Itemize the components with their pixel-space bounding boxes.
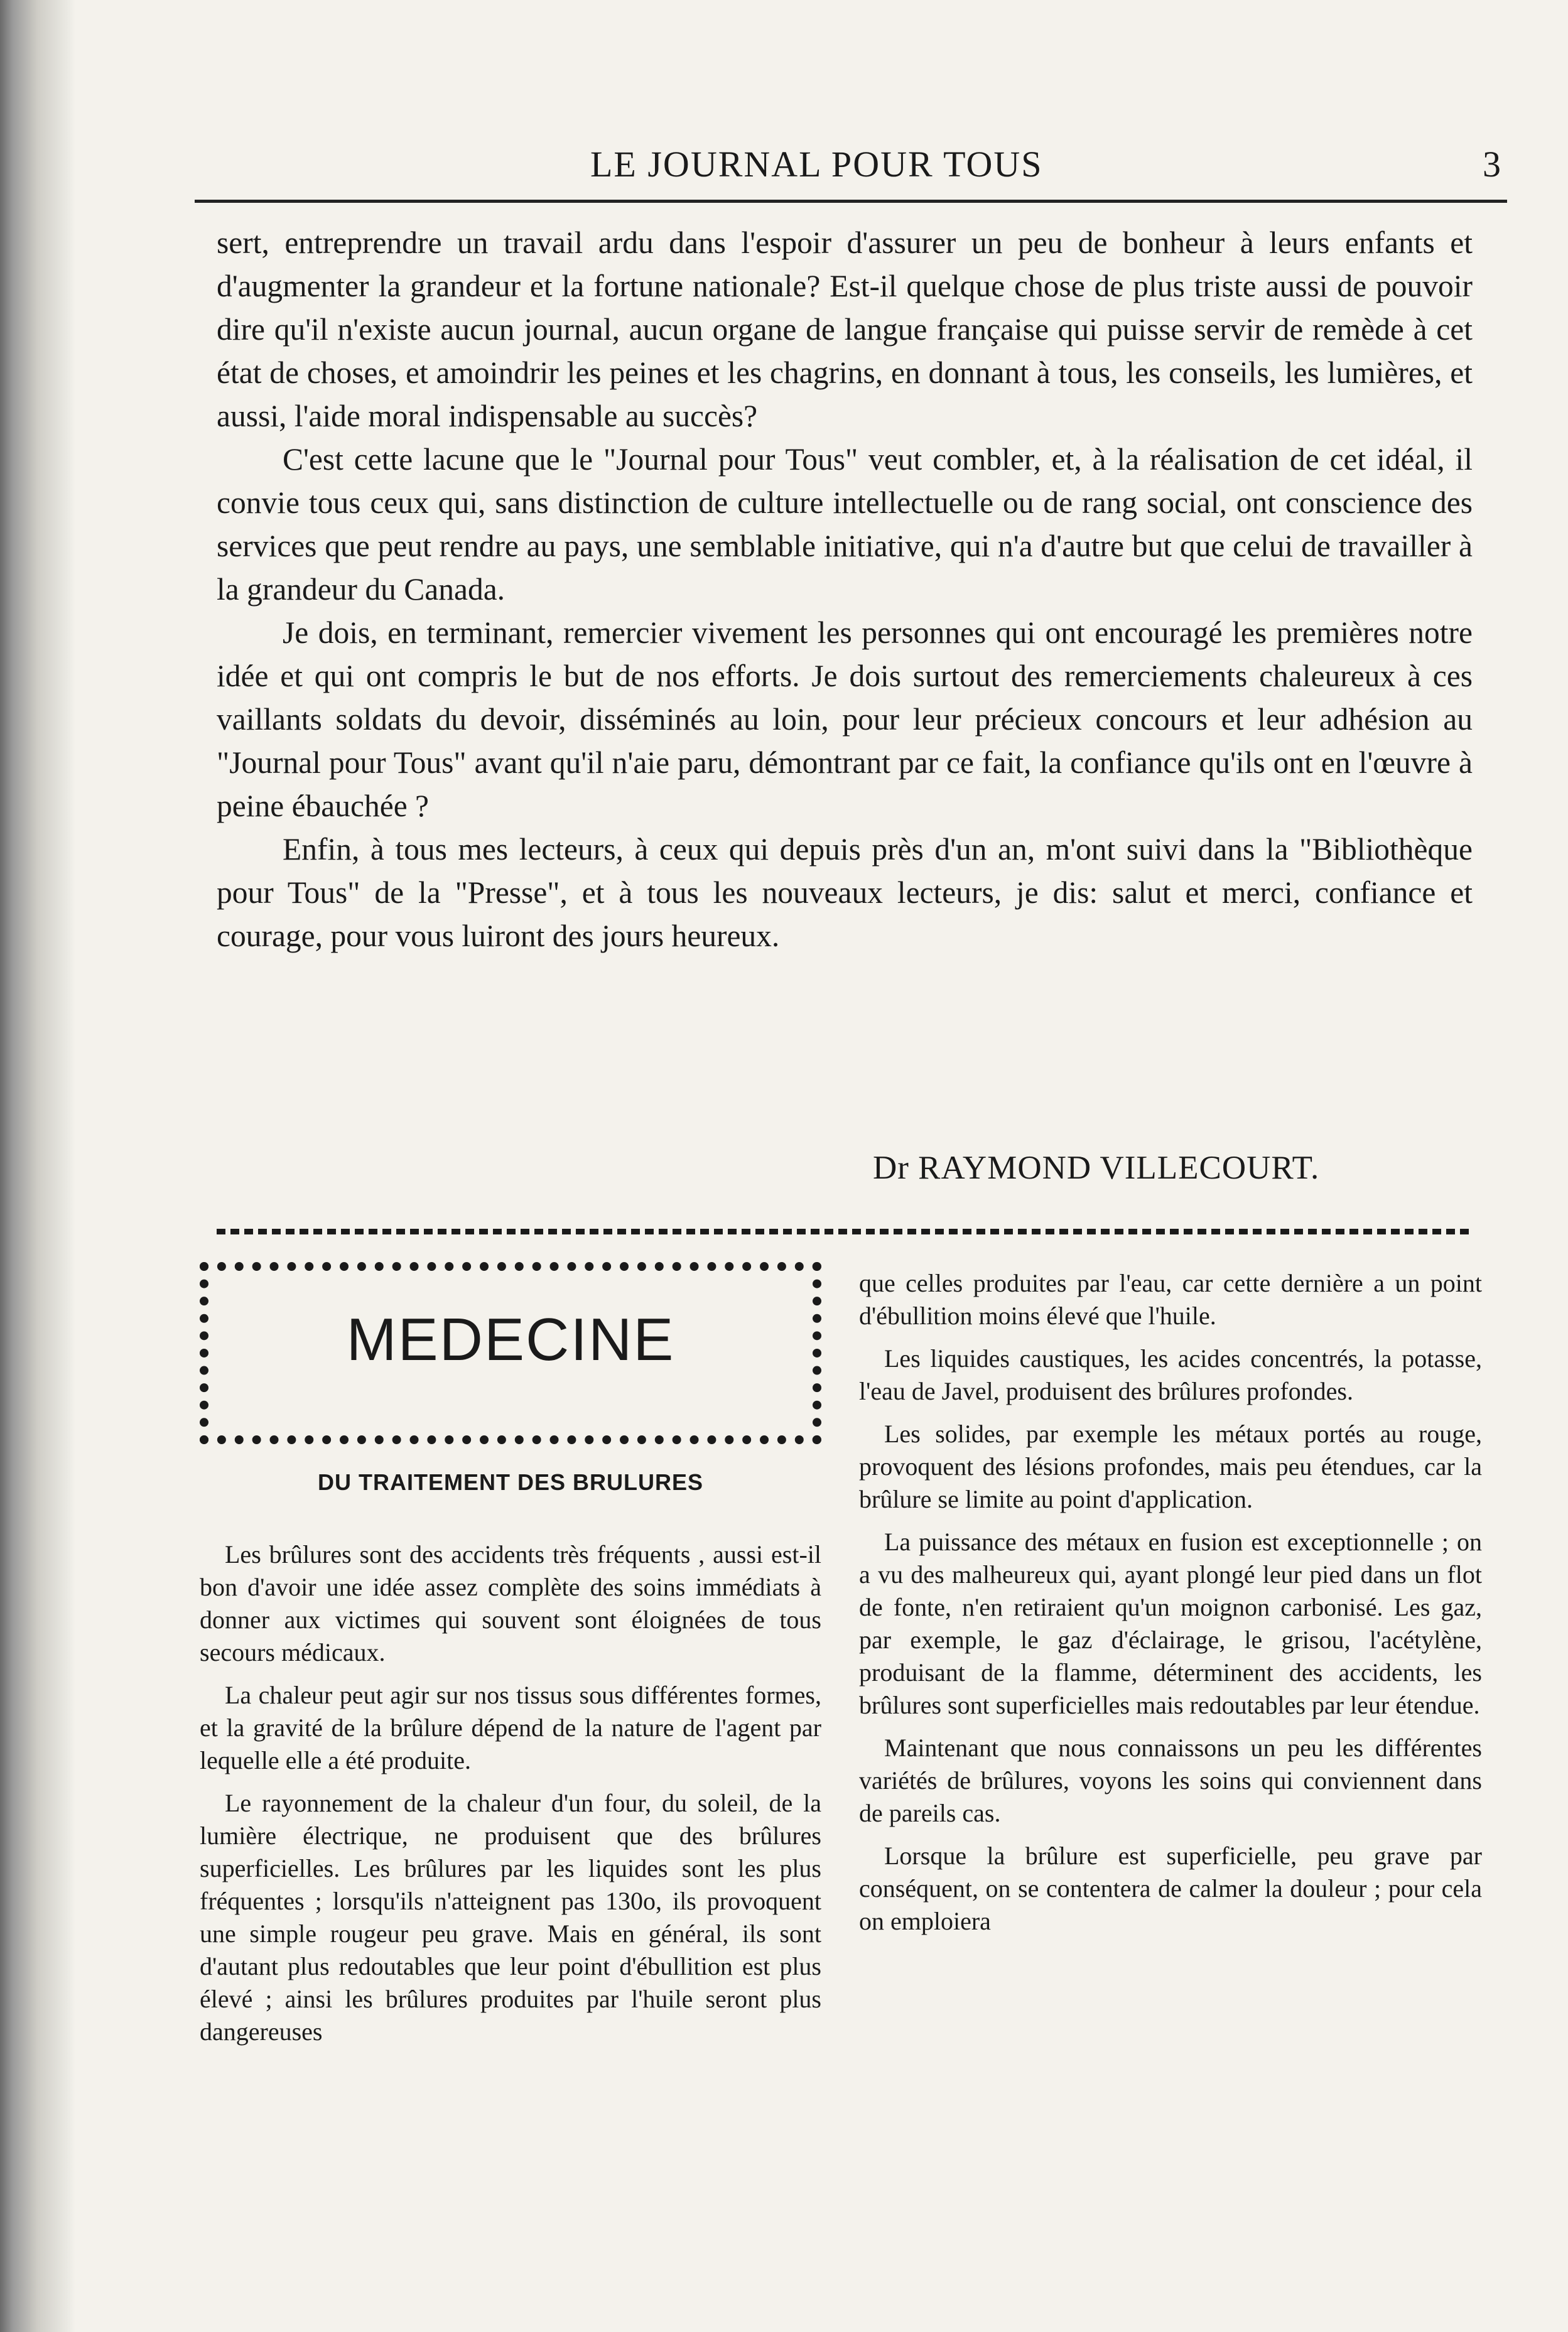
article-paragraph: La puissance des métaux en fusion est exceptionnelle ; on a vu des malheureux qui, ayant plongé leur pied dans un flot de fonte, n'en retiraient qu'un moignon carbonisé. Les gaz, par exemple, le gaz d'éclairage, le grisou, l'acétylène, produisant de la flamme, déterminent des accidents, les brûlures sont superficielles mais redoutables par leur étendue. [859, 1528, 1482, 1719]
article-text-left [200, 1538, 821, 2048]
section-title: MEDECINE [346, 1306, 675, 1373]
article-subtitle: DU TRAITEMENT DES BRULURES [317, 1469, 703, 1495]
article-paragraph: Les liquides caustiques, les acides concentrés, la potasse, l'eau de Javel, produisent des brûlures profondes. [859, 1344, 1482, 1405]
article-paragraph: que celles produites par l'eau, car cette dernière a un point d'ébullition moins élevé que l'huile. [859, 1269, 1482, 1330]
section-title-box [200, 1262, 821, 1444]
page-number: 3 [1483, 144, 1501, 185]
medecine-right-column [859, 1267, 1482, 1948]
article-text-right [859, 1267, 1482, 1938]
editorial-paragraph: sert, entreprendre un travail ardu dans l'espoir d'assurer un peu de bonheur à leurs enfants et d'augmenter la grandeur et la fortune nationale? Est-il quelque chose de plus triste aussi de pouvoir dire qu'il n'existe aucun journal, aucun organe de langue française qui puisse servir de remède à cet état de choses, et amoindrir les peines et les chagrins, en donnant à tous, les conseils, les lumières, et aussi, l'aide moral indispensable au succès? [217, 225, 1473, 433]
article-paragraph: Le rayonnement de la chaleur d'un four, du soleil, de la lumière électrique, ne produisent que des brûlures superficielles. Les brûlures par les liquides sont les plus fréquentes ; lorsqu'ils n'atteignent pas 130o, ils provoquent une simple rougeur peu grave. Mais en général, ils sont d'autant plus redoutables que leur point d'ébullition est plus élevé ; ainsi les brûlures produites par l'huile seront plus dangereuses [200, 1789, 821, 2046]
editorial-paragraph: C'est cette lacune que le "Journal pour Tous" veut combler, et, à la réalisation de cet idéal, il convie tous ceux qui, sans distinction de culture intellectuelle ou de rang social, ont conscience des services que peut rendre au pays, une semblable initiative, qui n'a d'autre but que celui de travailler à la grandeur du Canada. [217, 442, 1473, 607]
article-paragraph: La chaleur peut agir sur nos tissus sous différentes formes, et la gravité de la brûlure dépend de la nature de l'agent par lequelle elle a été produite. [200, 1681, 821, 1774]
page-binding-edge [0, 0, 75, 2332]
running-header [195, 143, 1501, 200]
editorial-text [217, 221, 1473, 958]
journal-title: LE JOURNAL POUR TOUS [590, 144, 1043, 185]
ornamental-divider [217, 1221, 1473, 1240]
article-paragraph: Les brûlures sont des accidents très fréquents , aussi est-il bon d'avoir une idée assez complète des soins immédiats à donner aux victimes qui souvent sont éloignées de tous secours médicaux. [200, 1540, 821, 1666]
article-paragraph: Lorsque la brûlure est superficielle, peu grave par conséquent, on se contentera de calmer la douleur ; pour cela on emploiera [859, 1842, 1482, 1935]
editorial-paragraph: Enfin, à tous mes lecteurs, à ceux qui depuis près d'un an, m'ont suivi dans la "Bibliothèque pour Tous" de la "Presse", et à tous les nouveaux lecteurs, je dis: salut et merci, confiance et courage, pour vous luiront des jours heureux. [217, 832, 1473, 953]
medecine-left-column [200, 1262, 821, 2058]
author-signature: Dr RAYMOND VILLECOURT. [873, 1150, 1320, 1186]
article-paragraph: Maintenant que nous connaissons un peu les différentes variétés de brûlures, voyons les soins qui conviennent dans de pareils cas. [859, 1734, 1482, 1827]
editorial-paragraph: Je dois, en terminant, remercier vivement les personnes qui ont encouragé les premières notre idée et qui ont compris le but de nos efforts. Je dois surtout des remerciements chaleureux à ces vaillants soldats du devoir, disséminés au loin, pour leur précieux concours et leur adhésion au "Journal pour Tous" avant qu'il n'aie paru, démontrant par ce fait, la confiance qu'ils ont en l'œuvre à peine ébauchée ? [217, 615, 1473, 823]
header-rule [195, 200, 1507, 203]
article-paragraph: Les solides, par exemple les métaux portés au rouge, provoquent des lésions profondes, mais peu étendues, car la brûlure se limite au point d'application. [859, 1420, 1482, 1513]
